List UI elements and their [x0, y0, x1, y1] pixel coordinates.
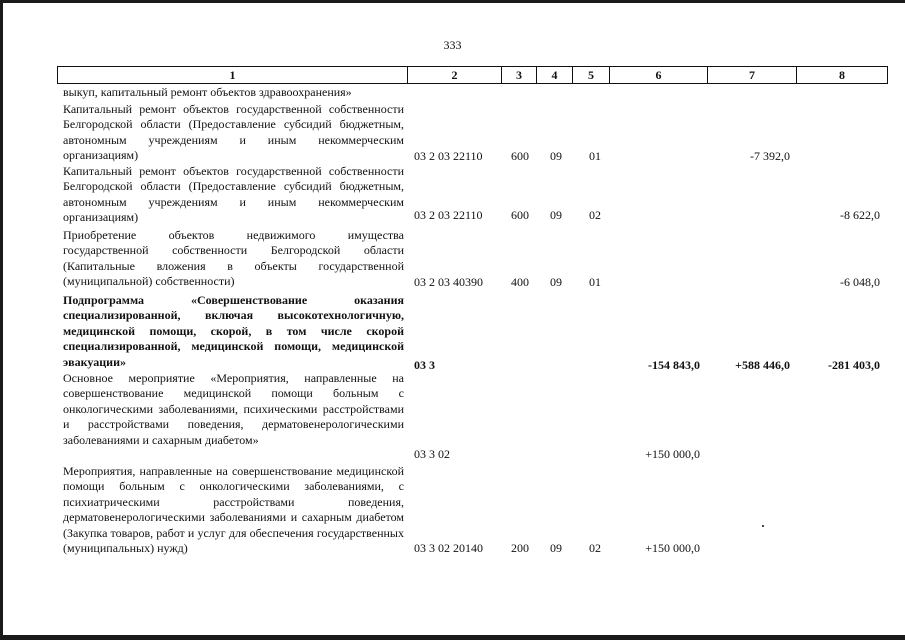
column-header-7: 7 — [708, 67, 797, 84]
row-expense-type: 400 — [511, 275, 529, 289]
row-value-8: -6 048,0 — [840, 275, 880, 289]
row-section: 09 — [550, 541, 562, 555]
row-code: 03 3 02 — [414, 447, 450, 461]
scan-border-top — [0, 0, 905, 3]
row-subsection: 02 — [589, 208, 601, 222]
row-description: Мероприятия, направленные на совершенствование медицинской помощи больным с онкологическими заболеваниями, с психиатрическими расстройствами поведения, дерматовенерологическими заболеваниями и сахарным диабетом (Закупка товаров, работ и услуг для обеспечения государственных (муниципальных) нужд) — [63, 464, 404, 556]
scan-border-left — [0, 0, 3, 640]
row-value-8: -281 403,0 — [828, 358, 880, 372]
row-code: 03 2 03 22110 — [414, 149, 483, 163]
row-description: Капитальный ремонт объектов государственной собственности Белгородской области (Предоставление субсидий бюджетным, автономным учреждениям и иным некоммерческим организациям) — [63, 164, 404, 225]
row-value-6: +150 000,0 — [645, 541, 700, 555]
row-code: 03 3 — [414, 358, 435, 372]
row-expense-type: 600 — [511, 149, 529, 163]
column-header-5: 5 — [573, 67, 610, 84]
row-value-6: -154 843,0 — [648, 358, 700, 372]
page-number: 333 — [443, 38, 462, 52]
row-code: 03 2 03 40390 — [414, 275, 483, 289]
row-subsection: 01 — [589, 275, 601, 289]
row-subsection: 02 — [589, 541, 601, 555]
row-description: выкуп, капитальный ремонт объектов здравоохранения» — [63, 85, 352, 99]
row-description: Приобретение объектов недвижимого имущества государственной собственности Белгородской области (Капитальные вложения в объекты государственной (муниципальной) собственности) — [63, 228, 404, 289]
column-header-row — [58, 67, 888, 84]
row-code: 03 3 02 20140 — [414, 541, 483, 555]
row-description: Подпрограмма «Совершенствование оказания специализированной, включая высокотехнологичную, медицинской помощи, скорой, в том числе скорой специализированной, медицинской помощи, медицинской эвакуации» — [63, 293, 404, 369]
column-header-table — [57, 66, 888, 84]
row-value-7: -7 392,0 — [750, 149, 790, 163]
column-header-6: 6 — [610, 67, 708, 84]
row-expense-type: 600 — [511, 208, 529, 222]
row-expense-type: 200 — [511, 541, 529, 555]
column-header-1: 1 — [58, 67, 408, 84]
row-value-8: -8 622,0 — [840, 208, 880, 222]
column-header-2: 2 — [408, 67, 502, 84]
row-code: 03 2 03 22110 — [414, 208, 483, 222]
column-header-4: 4 — [537, 67, 573, 84]
column-header-8: 8 — [797, 67, 888, 84]
row-section: 09 — [550, 275, 562, 289]
row-value-6: +150 000,0 — [645, 447, 700, 461]
row-description: Основное мероприятие «Мероприятия, направленные на совершенствование медицинской помощи больным с онкологическими заболеваниями, психическими расстройствами и расстройствами поведения, дерматовенерологическими заболеваниями и сахарным диабетом» — [63, 371, 404, 447]
scan-speck — [762, 525, 764, 527]
scan-border-bottom — [0, 635, 905, 640]
row-section: 09 — [550, 208, 562, 222]
row-subsection: 01 — [589, 149, 601, 163]
row-description: Капитальный ремонт объектов государственной собственности Белгородской области (Предоставление субсидий бюджетным, автономным учреждениям и иным некоммерческим организациям) — [63, 102, 404, 163]
row-value-7: +588 446,0 — [735, 358, 790, 372]
row-section: 09 — [550, 149, 562, 163]
column-header-3: 3 — [502, 67, 537, 84]
